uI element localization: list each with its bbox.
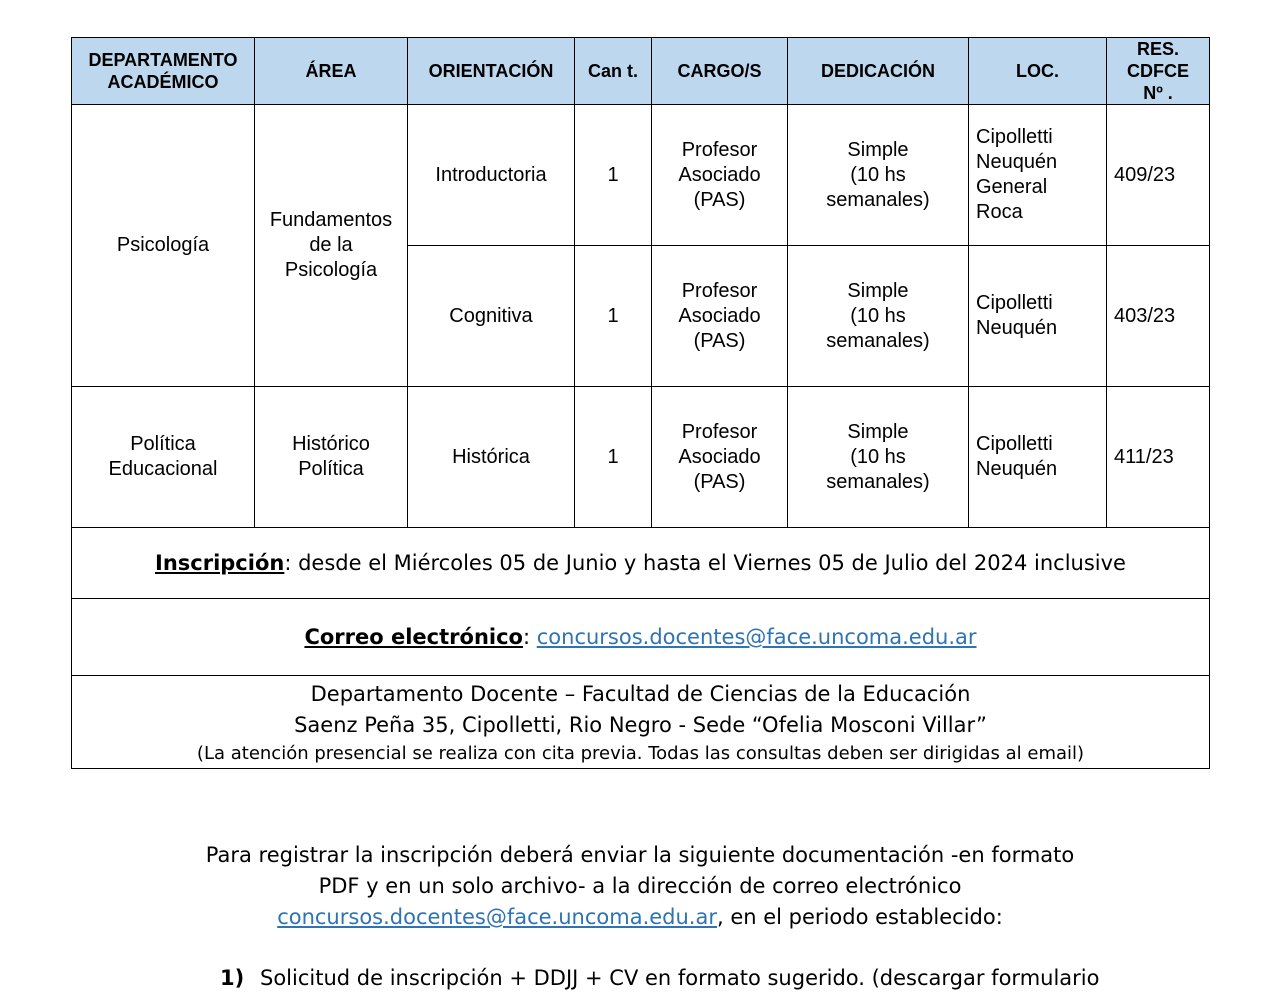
cell-cantidad: 1 — [575, 246, 652, 387]
list-item-number: 1) — [220, 966, 245, 990]
cargo-line: Asociado — [678, 163, 761, 186]
header-cargo: CARGO/S — [652, 38, 788, 105]
parrafo-line-3-rest: , en el periodo establecido: — [717, 905, 1003, 929]
area-line: Fundamentos — [269, 209, 393, 231]
cell-cargo — [652, 246, 788, 387]
departamento-line: Psicología — [116, 234, 210, 256]
inscripcion-row — [72, 528, 1210, 599]
area-line: de la — [309, 234, 353, 256]
dedicacion-line: Simple — [847, 420, 909, 443]
cell-cantidad: 1 — [575, 387, 652, 528]
cell-localidad — [969, 387, 1107, 528]
header-departamento-line: DEPARTAMENTO — [88, 50, 238, 70]
parrafo-line-1: Para registrar la inscripción deberá enviar la siguiente documentación -en formato — [205, 843, 1075, 867]
cell-orientacion: Histórica — [408, 387, 575, 528]
header-departamento-line: ACADÉMICO — [107, 72, 219, 92]
dedicacion-line: (10 hs — [850, 445, 906, 468]
cell-resolucion: 403/23 — [1107, 246, 1210, 387]
cell-area — [255, 105, 408, 387]
header-area: ÁREA — [255, 38, 408, 105]
direccion-line-1: Departamento Docente – Facultad de Ciencias de la Educación — [310, 682, 971, 706]
area-line: Histórico — [292, 433, 370, 455]
cell-orientacion: Introductoria — [408, 105, 575, 246]
header-row — [72, 38, 1210, 105]
cargo-line: Asociado — [678, 445, 761, 468]
cargo-line: Profesor — [681, 138, 758, 161]
localidad-line: Neuquén — [976, 151, 1058, 173]
direccion-line-2: Saenz Peña 35, Cipolletti, Rio Negro - Sede “Ofelia Mosconi Villar” — [294, 713, 987, 737]
inscripcion-cell — [72, 528, 1210, 599]
header-orientacion: ORIENTACIÓN — [408, 38, 575, 105]
cargo-line: (PAS) — [693, 329, 746, 352]
localidad-line: Cipolletti — [976, 126, 1053, 148]
cell-localidad — [969, 246, 1107, 387]
correo-separator: : — [522, 625, 537, 649]
dedicacion-line: (10 hs — [850, 304, 906, 327]
header-departamento — [72, 38, 255, 105]
cell-resolucion: 411/23 — [1107, 387, 1210, 528]
dedicacion-line: Simple — [847, 279, 909, 302]
inscripcion-label: Inscripción — [155, 551, 285, 575]
dedicacion-line: semanales) — [826, 470, 930, 493]
cell-cargo — [652, 387, 788, 528]
correo-cell — [72, 599, 1210, 676]
cell-dedicacion — [788, 246, 969, 387]
cell-area — [255, 387, 408, 528]
cargo-line: (PAS) — [693, 470, 746, 493]
cell-cantidad: 1 — [575, 105, 652, 246]
direccion-row — [72, 676, 1210, 769]
parrafo-email-link[interactable]: concursos.docentes@face.uncoma.edu.ar — [277, 905, 717, 929]
cell-dedicacion — [788, 105, 969, 246]
localidad-line: General — [976, 176, 1048, 198]
instrucciones-parrafo — [140, 840, 1140, 933]
direccion-cell — [72, 676, 1210, 769]
header-resolucion-line: RES. — [1136, 39, 1179, 59]
localidad-line: Roca — [976, 201, 1023, 223]
cell-resolucion: 409/23 — [1107, 105, 1210, 246]
concursos-table — [71, 37, 1210, 769]
header-resolucion-line: Nº . — [1143, 83, 1173, 103]
cell-departamento — [72, 387, 255, 528]
area-line: Psicología — [284, 259, 378, 281]
cargo-line: Profesor — [681, 420, 758, 443]
localidad-line: Neuquén — [976, 317, 1058, 339]
header-resolucion-line: CDFCE — [1127, 61, 1189, 81]
localidad-line: Neuquén — [976, 458, 1058, 480]
cargo-line: (PAS) — [693, 188, 746, 211]
cargo-line: Asociado — [678, 304, 761, 327]
cell-dedicacion — [788, 387, 969, 528]
departamento-line: Educacional — [108, 458, 218, 480]
cell-departamento — [72, 105, 255, 387]
header-resolucion — [1107, 38, 1210, 105]
correo-email-link[interactable]: concursos.docentes@face.uncoma.edu.ar — [536, 625, 977, 649]
cell-cargo — [652, 105, 788, 246]
departamento-line: Política — [130, 433, 196, 455]
parrafo-line-3 — [140, 902, 1140, 933]
list-item — [220, 963, 1180, 994]
table-row — [72, 387, 1210, 528]
header-dedicacion: DEDICACIÓN — [788, 38, 969, 105]
correo-row — [72, 599, 1210, 676]
dedicacion-line: (10 hs — [850, 163, 906, 186]
localidad-line: Cipolletti — [976, 433, 1053, 455]
parrafo-line-2: PDF y en un solo archivo- a la dirección de correo electrónico — [318, 874, 962, 898]
dedicacion-line: semanales) — [826, 188, 930, 211]
cargo-line: Profesor — [681, 279, 758, 302]
list-item-text: Solicitud de inscripción + DDJJ + CV en formato sugerido. (descargar formulario — [260, 966, 1100, 990]
inscripcion-text: : desde el Miércoles 05 de Junio y hasta el Viernes 05 de Julio del 2024 inclusive — [284, 551, 1126, 575]
table-row — [72, 105, 1210, 246]
localidad-line: Cipolletti — [976, 292, 1053, 314]
area-line: Política — [298, 458, 364, 480]
dedicacion-line: Simple — [847, 138, 909, 161]
dedicacion-line: semanales) — [826, 329, 930, 352]
header-cantidad: Can t. — [575, 38, 652, 105]
cell-orientacion: Cognitiva — [408, 246, 575, 387]
direccion-note: (La atención presencial se realiza con cita previa. Todas las consultas deben ser dirigidas al email) — [196, 743, 1085, 764]
cell-localidad — [969, 105, 1107, 246]
correo-label: Correo electrónico — [304, 625, 523, 649]
header-localidad: LOC. — [969, 38, 1107, 105]
